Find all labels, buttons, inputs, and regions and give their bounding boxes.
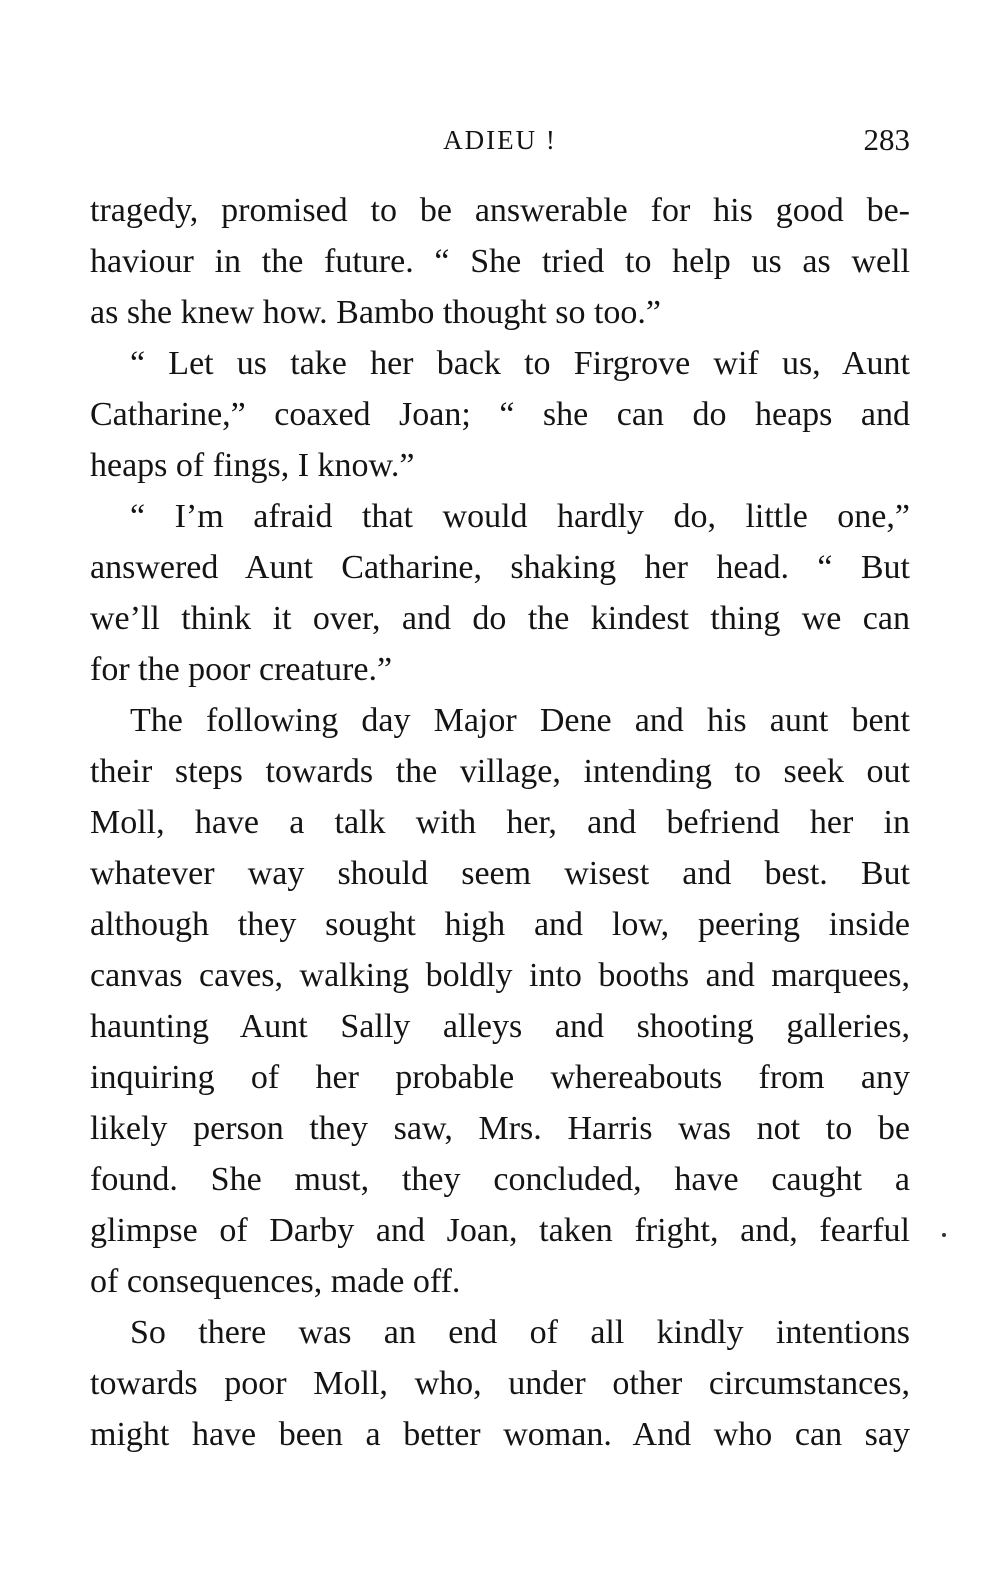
text-line: of consequences, made off. xyxy=(90,1263,461,1300)
text-line: glimpse of Darby and Joan, taken fright, and, fearful xyxy=(90,1212,910,1249)
text-line: Moll, have a talk with her, and befriend her in xyxy=(90,804,910,841)
body-text xyxy=(90,185,910,1460)
text-line: The following day Major Dene and his aunt bent xyxy=(130,702,910,739)
text-line: haunting Aunt Sally alleys and shooting galleries, xyxy=(90,1008,910,1045)
text-line: So there was an end of all kindly intentions xyxy=(130,1314,910,1351)
text-line: heaps of fings, I know.” xyxy=(90,447,415,484)
text-line: tragedy, promised to be answerable for his good be- xyxy=(90,192,910,229)
text-line: for the poor creature.” xyxy=(90,651,393,688)
text-line: we’ll think it over, and do the kindest thing we can xyxy=(90,600,910,637)
text-line: canvas caves, walking boldly into booths and marquees, xyxy=(90,957,910,994)
ink-speck xyxy=(942,1233,946,1237)
text-line: inquiring of her probable whereabouts from any xyxy=(90,1059,910,1096)
text-line: Catharine,” coaxed Joan; “ she can do heaps and xyxy=(90,396,910,433)
text-line: although they sought high and low, peering inside xyxy=(90,906,910,943)
text-line: “ I’m afraid that would hardly do, little one,” xyxy=(130,498,910,535)
text-line: “ Let us take her back to Firgrove wif us, Aunt xyxy=(130,345,910,382)
text-line: haviour in the future. “ She tried to help us as well xyxy=(90,243,910,280)
text-line: likely person they saw, Mrs. Harris was not to be xyxy=(90,1110,910,1147)
text-line: their steps towards the village, intending to seek out xyxy=(90,753,910,790)
text-line: whatever way should seem wisest and best. But xyxy=(90,855,910,892)
running-head xyxy=(90,118,910,162)
text-line: towards poor Moll, who, under other circumstances, xyxy=(90,1365,910,1402)
text-line: found. She must, they concluded, have caught a xyxy=(90,1161,910,1198)
text-line: as she knew how. Bambo thought so too.” xyxy=(90,294,662,331)
running-title: ADIEU ! xyxy=(443,125,557,155)
page-number: 283 xyxy=(863,122,910,157)
text-line: answered Aunt Catharine, shaking her head. “ But xyxy=(90,549,910,586)
text-line: might have been a better woman. And who can say xyxy=(90,1416,910,1453)
